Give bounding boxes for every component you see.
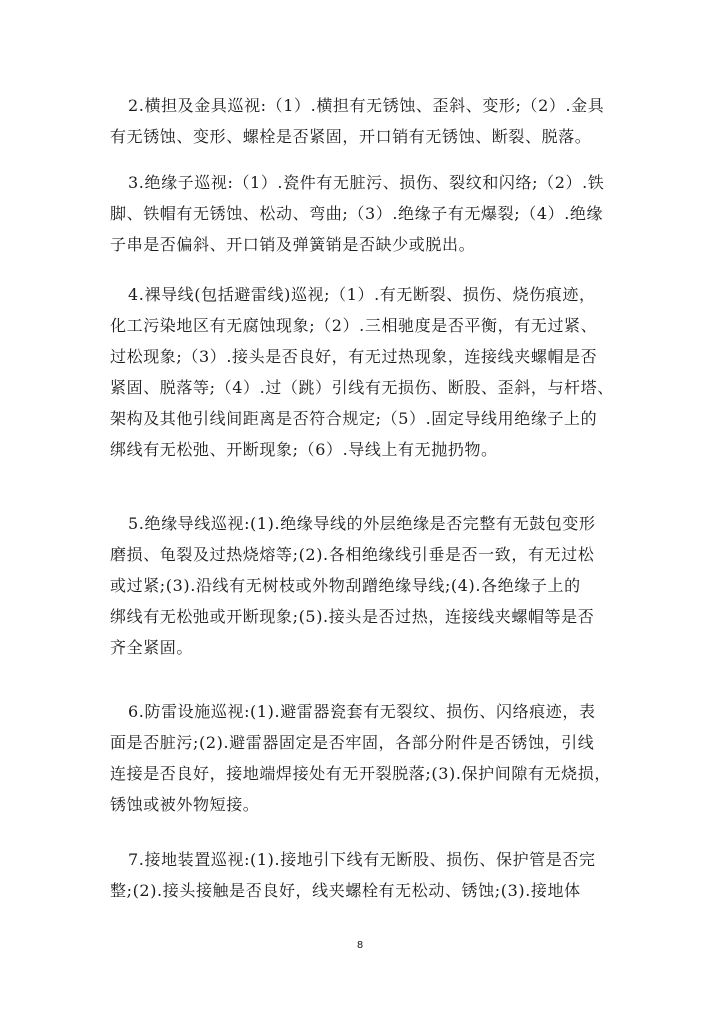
text-line: 4.裸导线(包括避雷线)巡视;（1）.有无断裂、损伤、烧伤痕迹， [128,285,596,304]
text-line: 2.横担及金具巡视:（1）.横担有无锈蚀、歪斜、变形;（2）.金具 [128,96,605,115]
text-line: 锈蚀或被外物短接。 [110,795,260,814]
text-line: 磨损、龟裂及过热烧熔等;(2).各相绝缘线引垂是否一致，有无过松 [110,545,595,564]
page-number: 8 [356,940,364,951]
text-line: 子串是否偏斜、开口销及弹簧销是否缺少或脱出。 [110,235,476,254]
text-line: 过松现象;（3）.接头是否良好，有无过热现象，连接线夹螺帽是否 [110,347,598,366]
text-line: 化工污染地区有无腐蚀现象;（2）.三相驰度是否平衡，有无过紧、 [110,316,598,335]
text-line: 齐全紧固。 [110,638,194,657]
text-line: 5.绝缘导线巡视:(1).绝缘导线的外层绝缘是否完整有无鼓包变形 [128,514,596,533]
text-line: 7.接地装置巡视:(1).接地引下线有无断股、损伤、保护管是否完 [128,850,596,869]
text-line: 紧固、脱落等;（4）.过（跳）引线有无损伤、断股、歪斜，与杆塔、 [110,378,614,397]
text-line: 有无锈蚀、变形、螺栓是否紧固，开口销有无锈蚀、断裂、脱落。 [110,127,592,146]
text-line: 或过紧;(3).沿线有无树枝或外物刮蹭绝缘导线;(4).各绝缘子上的 [110,576,581,595]
text-line: 整;(2).接头接触是否良好，线夹螺栓有无松动、锈蚀;(3).接地体 [110,881,581,900]
text-line: 脚、铁帽有无锈蚀、松动、弯曲;（3）.绝缘子有无爆裂;（4）.绝缘 [110,204,604,223]
text-line: 连接是否良好，接地端焊接处有无开裂脱落;(3).保护间隙有无烧损， [110,764,611,783]
text-line: 3.绝缘子巡视:（1）.瓷件有无脏污、损伤、裂纹和闪络;（2）.铁 [128,173,605,192]
text-line: 6.防雷设施巡视:(1).避雷器瓷套有无裂纹、损伤、闪络痕迹，表 [128,702,596,721]
text-line: 绑线有无松弛或开断现象;(5).接头是否过热，连接线夹螺帽等是否 [110,607,595,626]
text-line: 绑线有无松弛、开断现象;（6）.导线上有无抛扔物。 [110,440,498,459]
text-line: 面是否脏污;(2).避雷器固定是否牢固，各部分附件是否锈蚀，引线 [110,733,595,752]
text-line: 架构及其他引线间距离是否符合规定;（5）.固定导线用绝缘子上的 [110,409,598,428]
